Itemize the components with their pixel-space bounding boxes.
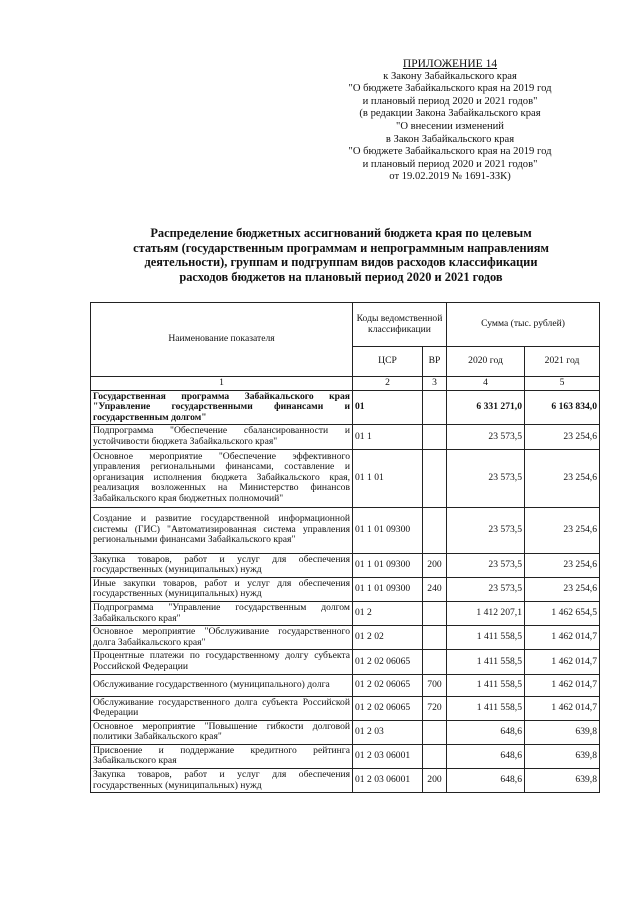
row-vr-cell: 700 [423,674,447,696]
row-vr-cell [423,744,447,768]
row-csr-cell: 01 2 02 [353,626,423,650]
header-name: Наименование показателя [91,303,353,377]
row-vr-cell: 200 [423,553,447,577]
row-csr-cell: 01 1 [353,425,423,449]
row-2020-cell: 1 411 558,5 [447,650,525,674]
column-number: 4 [447,377,525,391]
heading-line: расходов бюджетов на плановый период 2020 и 2021 годов [179,269,503,284]
appendix-line: от 19.02.2019 № 1691-ЗЗК) [389,171,511,183]
row-2021-cell: 1 462 014,7 [525,696,600,720]
row-2021-cell: 639,8 [525,720,600,744]
row-csr-cell: 01 1 01 09300 [353,577,423,601]
row-vr-cell [423,390,447,425]
row-2020-cell: 23 573,5 [447,507,525,553]
row-2020-cell: 23 573,5 [447,553,525,577]
row-csr-cell: 01 2 02 06065 [353,674,423,696]
table-row [91,720,600,744]
row-vr-cell [423,601,447,625]
table-row [91,507,600,553]
row-2020-cell: 1 411 558,5 [447,674,525,696]
heading-line: статьям (государственным программам и непрограммным направлениям [133,240,549,255]
header-vr: ВР [423,347,447,377]
row-name-cell: Основное мероприятие "Повышение гибкости долговой политики Забайкальского края" [91,720,353,744]
table-row [91,626,600,650]
appendix-line: "О бюджете Забайкальского края на 2019 год [348,146,552,158]
row-vr-cell [423,425,447,449]
row-2021-cell: 23 254,6 [525,577,600,601]
row-name-cell: Подпрограмма "Обеспечение сбалансированности и устойчивости бюджета Забайкальского края" [91,425,353,449]
row-2020-cell: 1 411 558,5 [447,696,525,720]
row-2020-cell: 23 573,5 [447,449,525,507]
appendix-line: "О внесении изменений [396,120,504,132]
appendix-line: в Закон Забайкальского края [385,133,515,145]
row-vr-cell: 720 [423,696,447,720]
row-2021-cell: 1 462 654,5 [525,601,600,625]
row-name-cell: Основное мероприятие "Обслуживание государственного долга Забайкальского края" [91,626,353,650]
document-heading [96,226,586,284]
row-csr-cell: 01 2 02 06065 [353,696,423,720]
appendix-line: (в редакции Закона Забайкальского края [359,108,541,120]
row-vr-cell [423,449,447,507]
row-2021-cell: 639,8 [525,744,600,768]
table-row [91,696,600,720]
row-name-cell: Присвоение и поддержание кредитного рейтинга Забайкальского края [91,744,353,768]
row-vr-cell: 200 [423,769,447,793]
row-name-cell: Иные закупки товаров, работ и услуг для обеспечения государственных (муниципальных) нужд [91,577,353,601]
row-name-cell: Обслуживание государственного долга субъекта Российской Федерации [91,696,353,720]
heading-line: Распределение бюджетных ассигнований бюджета края по целевым [150,226,532,240]
row-csr-cell: 01 1 01 09300 [353,553,423,577]
row-2020-cell: 1 411 558,5 [447,626,525,650]
row-name-cell: Процентные платежи по государственному долгу субъекта Российской Федерации [91,650,353,674]
row-csr-cell: 01 [353,390,423,425]
table-body [91,390,600,793]
table-row [91,390,600,425]
table-row [91,769,600,793]
row-2021-cell: 23 254,6 [525,425,600,449]
row-2020-cell: 648,6 [447,720,525,744]
appendix-line: и плановый период 2020 и 2021 годов" [362,158,538,170]
column-number: 2 [353,377,423,391]
row-name-cell: Закупка товаров, работ и услуг для обеспечения государственных (муниципальных) нужд [91,553,353,577]
heading-line: деятельности), группам и подгруппам видов расходов классификации [144,255,538,270]
row-csr-cell: 01 2 03 06001 [353,744,423,768]
row-2020-cell: 23 573,5 [447,577,525,601]
row-2021-cell: 23 254,6 [525,449,600,507]
column-number: 1 [91,377,353,391]
row-name-cell: Создание и развитие государственной информационной системы (ГИС) "Автоматизированная система управления региональными финансами Забайкальского края" [91,507,353,553]
header-codes: Коды ведомственной классификации [353,303,447,347]
row-2021-cell: 1 462 014,7 [525,650,600,674]
row-2020-cell: 1 412 207,1 [447,601,525,625]
row-vr-cell [423,650,447,674]
row-csr-cell: 01 1 01 09300 [353,507,423,553]
row-csr-cell: 01 2 03 06001 [353,769,423,793]
row-name-cell: Обслуживание государственного (муниципального) долга [91,674,353,696]
row-2021-cell: 1 462 014,7 [525,674,600,696]
table-row [91,674,600,696]
row-vr-cell: 240 [423,577,447,601]
row-name-cell: Основное мероприятие "Обеспечение эффективного управления региональными финансами, составление и организация исполнения бюджета Забайкальского края, реализация возложенных на Министерство финансов Забайкальского края бюджетных полномочий" [91,449,353,507]
column-number: 5 [525,377,600,391]
table-row [91,553,600,577]
row-2020-cell: 23 573,5 [447,425,525,449]
table-row [91,449,600,507]
appendix-block [300,58,600,184]
appendix-title: ПРИЛОЖЕНИЕ 14 [402,58,498,70]
header-2020: 2020 год [447,347,525,377]
table-row [91,425,600,449]
table-row [91,577,600,601]
row-2021-cell: 23 254,6 [525,507,600,553]
budget-table [90,302,600,793]
row-csr-cell: 01 2 02 06065 [353,650,423,674]
row-name-cell: Государственная программа Забайкальского края "Управление государственными финансами и государственным долгом" [91,390,353,425]
header-sum: Сумма (тыс. рублей) [447,303,600,347]
row-name-cell: Закупка товаров, работ и услуг для обеспечения государственных (муниципальных) нужд [91,769,353,793]
row-2021-cell: 6 163 834,0 [525,390,600,425]
header-2021: 2021 год [525,347,600,377]
table-row [91,650,600,674]
row-name-cell: Подпрограмма "Управление государственным долгом Забайкальского края" [91,601,353,625]
table-row [91,744,600,768]
row-csr-cell: 01 2 [353,601,423,625]
row-2021-cell: 639,8 [525,769,600,793]
row-csr-cell: 01 2 03 [353,720,423,744]
appendix-line: "О бюджете Забайкальского края на 2019 год [348,83,552,95]
appendix-line: и плановый период 2020 и 2021 годов" [362,95,538,107]
row-2020-cell: 6 331 271,0 [447,390,525,425]
row-2021-cell: 23 254,6 [525,553,600,577]
row-csr-cell: 01 1 01 [353,449,423,507]
column-number: 3 [423,377,447,391]
row-vr-cell [423,720,447,744]
row-2020-cell: 648,6 [447,744,525,768]
table-row [91,601,600,625]
row-vr-cell [423,507,447,553]
header-csr: ЦСР [353,347,423,377]
row-2021-cell: 1 462 014,7 [525,626,600,650]
row-vr-cell [423,626,447,650]
row-2020-cell: 648,6 [447,769,525,793]
appendix-line: к Закону Забайкальского края [383,70,517,82]
